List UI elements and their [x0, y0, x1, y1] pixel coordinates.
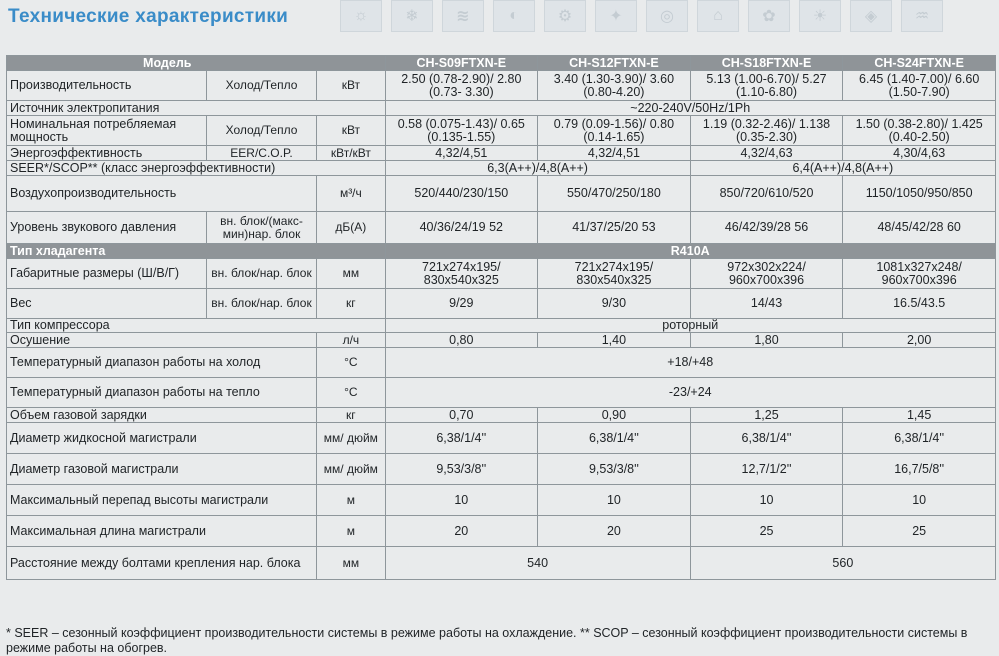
feature-icon: ♒ [901, 0, 943, 32]
table-row [7, 547, 996, 580]
table-row [7, 485, 996, 516]
feature-icon-strip [340, 0, 943, 38]
unit-label: мм/ дюйм [317, 454, 385, 485]
param-label: Габаритные размеры (Ш/В/Г) [7, 259, 207, 289]
value-cell: 972x302x224/ 960x700x396 [690, 259, 843, 289]
table-row [7, 333, 996, 348]
value-cell: роторный [385, 319, 996, 333]
unit-label: м [317, 485, 385, 516]
table-row [7, 176, 996, 212]
value-cell: 10 [538, 485, 691, 516]
feature-icon: ❄ [391, 0, 433, 32]
value-cell: 520/440/230/150 [385, 176, 538, 212]
spec-table [6, 55, 996, 580]
value-cell: ~220-240V/50Hz/1Ph [385, 101, 996, 116]
value-cell: 1081x327x248/ 960x700x396 [843, 259, 996, 289]
value-cell: 40/36/24/19 52 [385, 212, 538, 244]
feature-icon: ≋ [442, 0, 484, 32]
value-cell: 20 [385, 516, 538, 547]
page-title: Технические характеристики [8, 6, 289, 27]
unit-label: кВт/кВт [317, 146, 385, 161]
unit-label: дБ(А) [317, 212, 385, 244]
value-cell: 6,38/1/4'' [385, 423, 538, 454]
param-label: Энергоэффективность [7, 146, 207, 161]
value-cell: 1,80 [690, 333, 843, 348]
table-row [7, 408, 996, 423]
model-name: CH-S18FTXN-E [690, 56, 843, 71]
unit-label: кВт [317, 116, 385, 146]
value-cell: 6,3(A++)/4,8(A++) [385, 161, 690, 176]
value-cell: 4,32/4,51 [538, 146, 691, 161]
value-cell: 721x274x195/ 830x540x325 [538, 259, 691, 289]
table-row [7, 423, 996, 454]
value-cell: 20 [538, 516, 691, 547]
value-cell: 721x274x195/ 830x540x325 [385, 259, 538, 289]
value-cell: 48/45/42/28 60 [843, 212, 996, 244]
unit-label: °С [317, 378, 385, 408]
table-row [7, 516, 996, 547]
param-label: Номинальная потребляемая мощность [7, 116, 207, 146]
unit-label: кВт [317, 71, 385, 101]
value-cell: -23/+24 [385, 378, 996, 408]
mode-label: EER/C.O.P. [206, 146, 316, 161]
value-cell: 1,40 [538, 333, 691, 348]
param-label: Объем газовой зарядки [7, 408, 317, 423]
unit-label: м [317, 516, 385, 547]
unit-label: кг [317, 289, 385, 319]
value-cell: 4,30/4,63 [843, 146, 996, 161]
value-cell: 41/37/25/20 53 [538, 212, 691, 244]
value-cell: 1150/1050/950/850 [843, 176, 996, 212]
unit-label: мм/ дюйм [317, 423, 385, 454]
table-row [7, 146, 996, 161]
value-cell: 6,4(A++)/4,8(A++) [690, 161, 995, 176]
value-cell: 9,53/3/8'' [385, 454, 538, 485]
unit-label: м³/ч [317, 176, 385, 212]
feature-icon: ✦ [595, 0, 637, 32]
table-row [7, 259, 996, 289]
feature-icon: ⚙ [544, 0, 586, 32]
value-cell: 10 [843, 485, 996, 516]
value-cell: 12,7/1/2'' [690, 454, 843, 485]
model-header-row [7, 56, 996, 71]
mode-label: Холод/Тепло [206, 71, 316, 101]
unit-label: кг [317, 408, 385, 423]
feature-icon: ◐ [493, 0, 535, 32]
param-label: Максимальная длина магистрали [7, 516, 317, 547]
param-label: Производительность [7, 71, 207, 101]
model-header-label: Модель [7, 56, 386, 71]
value-cell: 16.5/43.5 [843, 289, 996, 319]
param-label: Осушение [7, 333, 317, 348]
table-row [7, 212, 996, 244]
param-label: Температурный диапазон работы на тепло [7, 378, 317, 408]
model-name: CH-S24FTXN-E [843, 56, 996, 71]
table-row [7, 348, 996, 378]
value-cell: 1,45 [843, 408, 996, 423]
table-row [7, 289, 996, 319]
model-name: CH-S12FTXN-E [538, 56, 691, 71]
value-cell: 9/30 [538, 289, 691, 319]
param-label: SEER*/SCOP** (класс энергоэффективности) [7, 161, 386, 176]
table-row [7, 454, 996, 485]
table-row [7, 319, 996, 333]
value-cell: +18/+48 [385, 348, 996, 378]
unit-label: °С [317, 348, 385, 378]
value-cell: 6,38/1/4'' [843, 423, 996, 454]
feature-icon: ◈ [850, 0, 892, 32]
param-label: Воздухопроизводительность [7, 176, 317, 212]
unit-label: л/ч [317, 333, 385, 348]
value-cell: 5.13 (1.00-6.70)/ 5.27 (1.10-6.80) [690, 71, 843, 101]
param-label: Уровень звукового давления [7, 212, 207, 244]
value-cell: 0,80 [385, 333, 538, 348]
param-label: Источник электропитания [7, 101, 386, 116]
table-row [7, 378, 996, 408]
value-cell: 14/43 [690, 289, 843, 319]
param-label: Тип компрессора [7, 319, 386, 333]
value-cell: 10 [690, 485, 843, 516]
mode-label: Холод/Тепло [206, 116, 316, 146]
value-cell: 560 [690, 547, 995, 580]
value-cell: 6,38/1/4'' [690, 423, 843, 454]
feature-icon: ☼ [340, 0, 382, 32]
unit-label: мм [317, 547, 385, 580]
value-cell: 1.19 (0.32-2.46)/ 1.138 (0.35-2.30) [690, 116, 843, 146]
param-label: Температурный диапазон работы на холод [7, 348, 317, 378]
value-cell: 6.45 (1.40-7.00)/ 6.60 (1.50-7.90) [843, 71, 996, 101]
mode-label: вн. блок/(макс-мин)нар. блок [206, 212, 316, 244]
value-cell: 9/29 [385, 289, 538, 319]
table-row [7, 116, 996, 146]
value-cell: 3.40 (1.30-3.90)/ 3.60 (0.80-4.20) [538, 71, 691, 101]
value-cell: 10 [385, 485, 538, 516]
value-cell: 25 [690, 516, 843, 547]
value-cell: 9,53/3/8'' [538, 454, 691, 485]
value-cell: 4,32/4,51 [385, 146, 538, 161]
table-row [7, 161, 996, 176]
value-cell: 540 [385, 547, 690, 580]
refrigerant-value: R410A [385, 244, 996, 259]
value-cell: 6,38/1/4'' [538, 423, 691, 454]
table-row [7, 71, 996, 101]
model-name: CH-S09FTXN-E [385, 56, 538, 71]
value-cell: 0.58 (0.075-1.43)/ 0.65 (0.135-1.55) [385, 116, 538, 146]
value-cell: 550/470/250/180 [538, 176, 691, 212]
value-cell: 1.50 (0.38-2.80)/ 1.425 (0.40-2.50) [843, 116, 996, 146]
value-cell: 850/720/610/520 [690, 176, 843, 212]
param-label: Максимальный перепад высоты магистрали [7, 485, 317, 516]
mode-label: вн. блок/нар. блок [206, 289, 316, 319]
value-cell: 0,90 [538, 408, 691, 423]
value-cell: 4,32/4,63 [690, 146, 843, 161]
feature-icon: ◎ [646, 0, 688, 32]
mode-label: вн. блок/нар. блок [206, 259, 316, 289]
value-cell: 0,70 [385, 408, 538, 423]
feature-icon: ⌂ [697, 0, 739, 32]
value-cell: 1,25 [690, 408, 843, 423]
refrigerant-label: Тип хладагента [7, 244, 386, 259]
refrigerant-row [7, 244, 996, 259]
value-cell: 46/42/39/28 56 [690, 212, 843, 244]
param-label: Диаметр жидкосной магистрали [7, 423, 317, 454]
param-label: Вес [7, 289, 207, 319]
value-cell: 0.79 (0.09-1.56)/ 0.80 (0.14-1.65) [538, 116, 691, 146]
param-label: Диаметр газовой магистрали [7, 454, 317, 485]
param-label: Расстояние между болтами крепления нар. блока [7, 547, 317, 580]
footnote: * SEER – сезонный коэффициент производительности системы в режиме работы на охлаждение. ** SCOP – сезонный коэффициент производительности системы в режиме работы на обогрев. [6, 626, 968, 655]
value-cell: 2,00 [843, 333, 996, 348]
unit-label: мм [317, 259, 385, 289]
value-cell: 16,7/5/8'' [843, 454, 996, 485]
feature-icon: ☀ [799, 0, 841, 32]
feature-icon: ✿ [748, 0, 790, 32]
table-row [7, 101, 996, 116]
value-cell: 25 [843, 516, 996, 547]
value-cell: 2.50 (0.78-2.90)/ 2.80 (0.73- 3.30) [385, 71, 538, 101]
